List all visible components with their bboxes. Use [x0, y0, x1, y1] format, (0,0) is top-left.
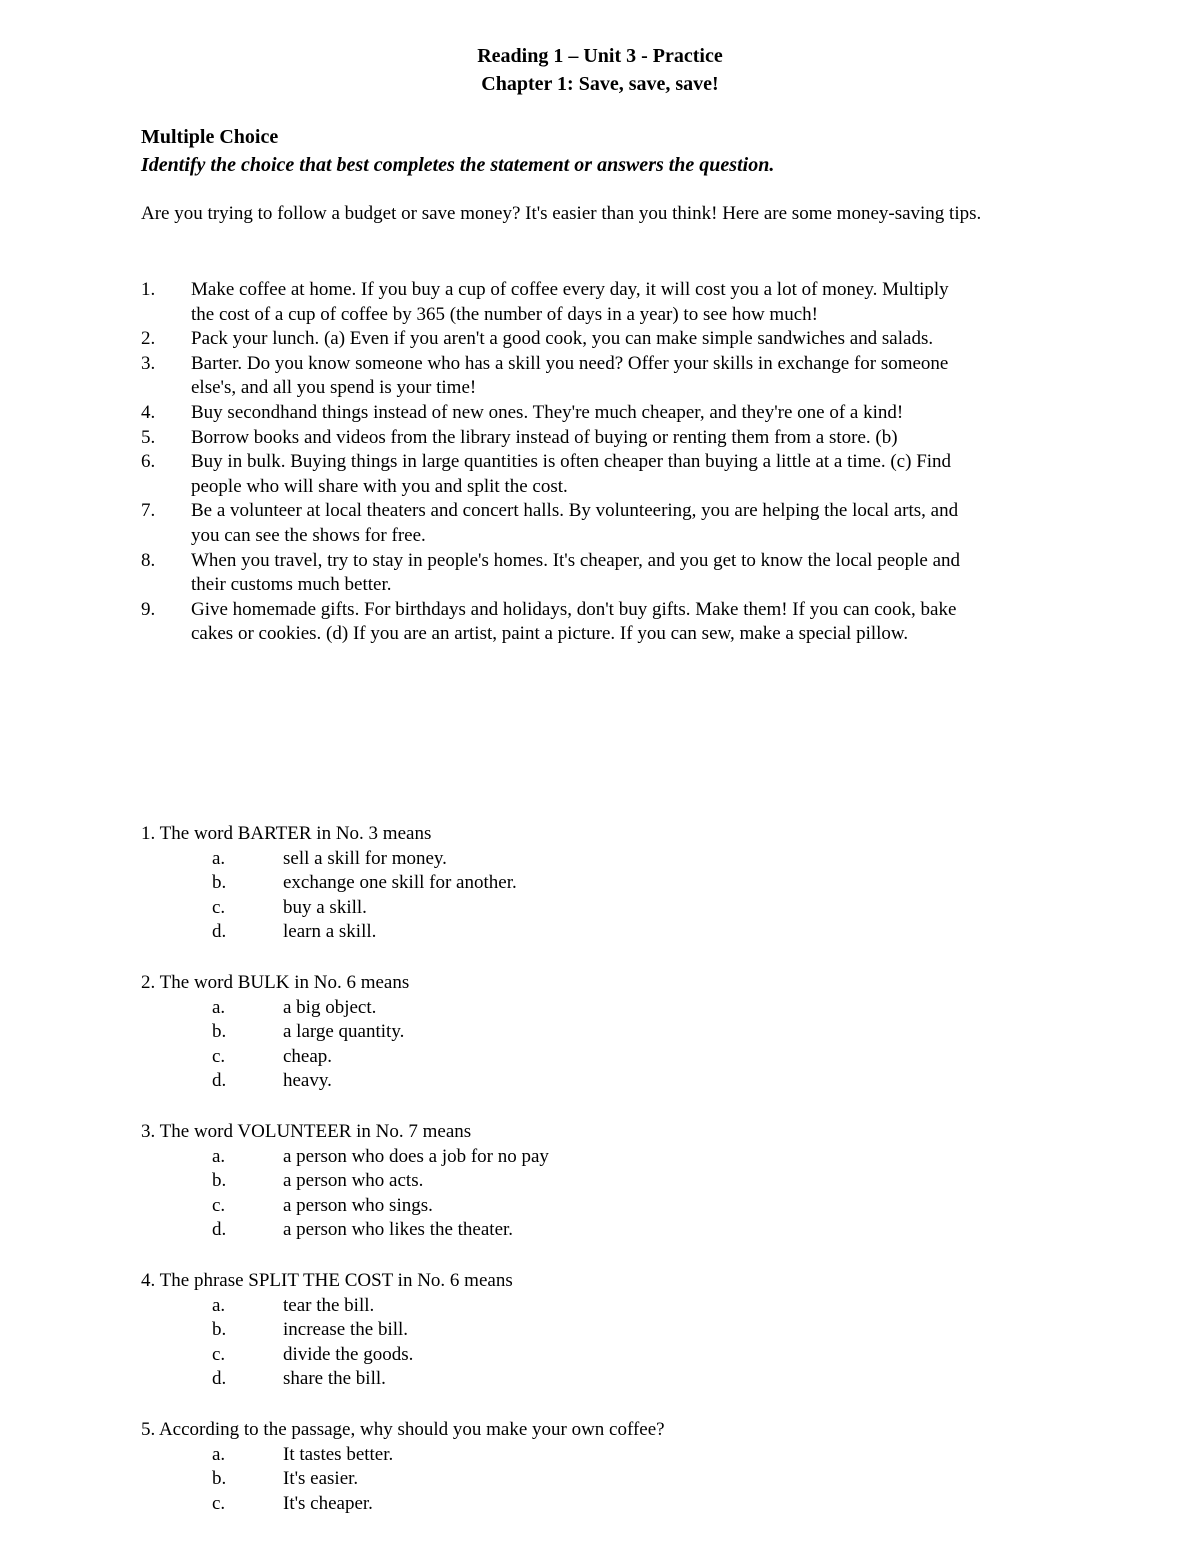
answer-option: [212, 871, 1041, 896]
tip-item: [141, 401, 971, 426]
tip-text: When you travel, try to stay in people's homes. It's cheaper, and you get to know the local people and their customs much better.: [191, 549, 961, 596]
document-title: [0, 42, 1200, 98]
tip-text: Borrow books and videos from the library instead of buying or renting them from a store. (b): [191, 426, 898, 448]
section-instructions: Identify the choice that best completes the statement or answers the question.: [141, 154, 775, 176]
tip-number: 4.: [141, 401, 156, 423]
option-text: share the bill.: [283, 1368, 386, 1390]
answer-option: [212, 847, 1041, 872]
option-letter: d.: [212, 1368, 227, 1390]
option-text: buy a skill.: [283, 896, 367, 918]
tip-text: Make coffee at home. If you buy a cup of coffee every day, it will cost you a lot of money. Multiply the cost of a cup of coffee by 365 (the number of days in a year) to see how much!: [191, 279, 949, 325]
option-letter: d.: [212, 1070, 227, 1092]
option-text: cheap.: [283, 1045, 333, 1067]
option-text: heavy.: [283, 1070, 332, 1092]
option-letter: d.: [212, 1219, 227, 1241]
tip-item: [141, 499, 971, 548]
option-text: a big object.: [283, 996, 377, 1018]
answer-option: [212, 1318, 1041, 1343]
option-text: learn a skill.: [283, 921, 377, 943]
question-stem: 3. The word VOLUNTEER in No. 7 means: [141, 1121, 472, 1142]
option-letter: c.: [212, 1194, 226, 1216]
tip-item: [141, 352, 971, 401]
tip-text: Buy in bulk. Buying things in large quantities is often cheaper than buying a little at a time. (c) Find people who will share with you and split the cost.: [191, 451, 952, 497]
answer-option: [212, 996, 1041, 1021]
tip-item: [141, 549, 971, 598]
tip-number: 9.: [141, 598, 156, 620]
answer-option: [212, 1367, 1041, 1392]
option-letter: c.: [212, 1492, 226, 1514]
question-3: [141, 1120, 1041, 1243]
answer-option: [212, 1467, 1041, 1492]
option-text: a person who acts.: [283, 1170, 424, 1192]
question-2: [141, 971, 1041, 1094]
tip-item: [141, 278, 971, 327]
tip-number: 8.: [141, 549, 156, 571]
answer-option: [212, 1069, 1041, 1094]
answer-option: [212, 1194, 1041, 1219]
option-letter: b.: [212, 872, 227, 894]
answer-option: [212, 1492, 1041, 1517]
tip-item: [141, 426, 971, 451]
answer-option: [212, 1443, 1041, 1468]
answer-option: [212, 1218, 1041, 1243]
question-stem: 5. According to the passage, why should you make your own coffee?: [141, 1419, 665, 1440]
question-4: [141, 1269, 1041, 1392]
section-heading: Multiple Choice: [141, 126, 279, 148]
answer-option: [212, 1145, 1041, 1170]
option-letter: d.: [212, 921, 227, 943]
answer-option: [212, 1343, 1041, 1368]
option-text: It tastes better.: [283, 1443, 394, 1465]
option-letter: a.: [212, 1443, 226, 1465]
option-text: It's easier.: [283, 1468, 359, 1490]
tip-number: 7.: [141, 500, 156, 522]
answer-option: [212, 896, 1041, 921]
option-text: a large quantity.: [283, 1021, 405, 1043]
option-text: a person who does a job for no pay: [283, 1145, 549, 1167]
tips-list: [141, 278, 971, 647]
option-letter: c.: [212, 1343, 226, 1365]
tip-number: 2.: [141, 328, 156, 350]
tip-item: [141, 450, 971, 499]
tip-text: Be a volunteer at local theaters and concert halls. By volunteering, you are helping the local arts, and you can see the shows for free.: [191, 500, 959, 546]
option-letter: a.: [212, 996, 226, 1018]
tip-item: [141, 598, 971, 647]
answer-option: [212, 920, 1041, 945]
tip-number: 3.: [141, 352, 156, 374]
tip-item: [141, 327, 971, 352]
answer-option: [212, 1045, 1041, 1070]
option-text: It's cheaper.: [283, 1492, 373, 1514]
question-stem: 1. The word BARTER in No. 3 means: [141, 823, 432, 844]
answer-option: [212, 1020, 1041, 1045]
option-letter: c.: [212, 896, 226, 918]
question-stem: 4. The phrase SPLIT THE COST in No. 6 means: [141, 1270, 513, 1291]
option-letter: a.: [212, 1145, 226, 1167]
question-1: [141, 822, 1041, 945]
tip-text: Pack your lunch. (a) Even if you aren't a good cook, you can make simple sandwiches and salads.: [191, 328, 934, 350]
tip-text: Give homemade gifts. For birthdays and holidays, don't buy gifts. Make them! If you can cook, bake cakes or cookies. (d) If you are an artist, paint a picture. If you can sew, make a special pillow.: [191, 598, 957, 645]
option-text: a person who likes the theater.: [283, 1219, 514, 1241]
tip-text: Buy secondhand things instead of new ones. They're much cheaper, and they're one of a kind!: [191, 401, 904, 423]
option-text: divide the goods.: [283, 1343, 414, 1365]
option-letter: a.: [212, 847, 226, 869]
tip-number: 6.: [141, 451, 156, 473]
tip-number: 1.: [141, 279, 156, 300]
option-letter: b.: [212, 1319, 227, 1341]
option-text: a person who sings.: [283, 1194, 433, 1216]
title-line-1: Reading 1 – Unit 3 - Practice: [477, 45, 723, 67]
tip-number: 5.: [141, 426, 156, 448]
passage-intro: Are you trying to follow a budget or save money? It's easier than you think! Here are some money-saving tips.: [141, 203, 982, 224]
option-letter: b.: [212, 1170, 227, 1192]
answer-option: [212, 1294, 1041, 1319]
option-letter: c.: [212, 1045, 226, 1067]
title-line-2: Chapter 1: Save, save, save!: [481, 73, 719, 95]
option-text: increase the bill.: [283, 1319, 409, 1341]
tip-text: Barter. Do you know someone who has a skill you need? Offer your skills in exchange for someone else's, and all you spend is your time!: [191, 352, 949, 399]
option-letter: a.: [212, 1294, 226, 1316]
option-letter: b.: [212, 1021, 227, 1043]
question-stem: 2. The word BULK in No. 6 means: [141, 972, 410, 993]
question-5: [141, 1418, 1041, 1516]
option-letter: b.: [212, 1468, 227, 1490]
answer-option: [212, 1169, 1041, 1194]
option-text: tear the bill.: [283, 1294, 375, 1316]
option-text: exchange one skill for another.: [283, 872, 517, 894]
option-text: sell a skill for money.: [283, 847, 447, 869]
